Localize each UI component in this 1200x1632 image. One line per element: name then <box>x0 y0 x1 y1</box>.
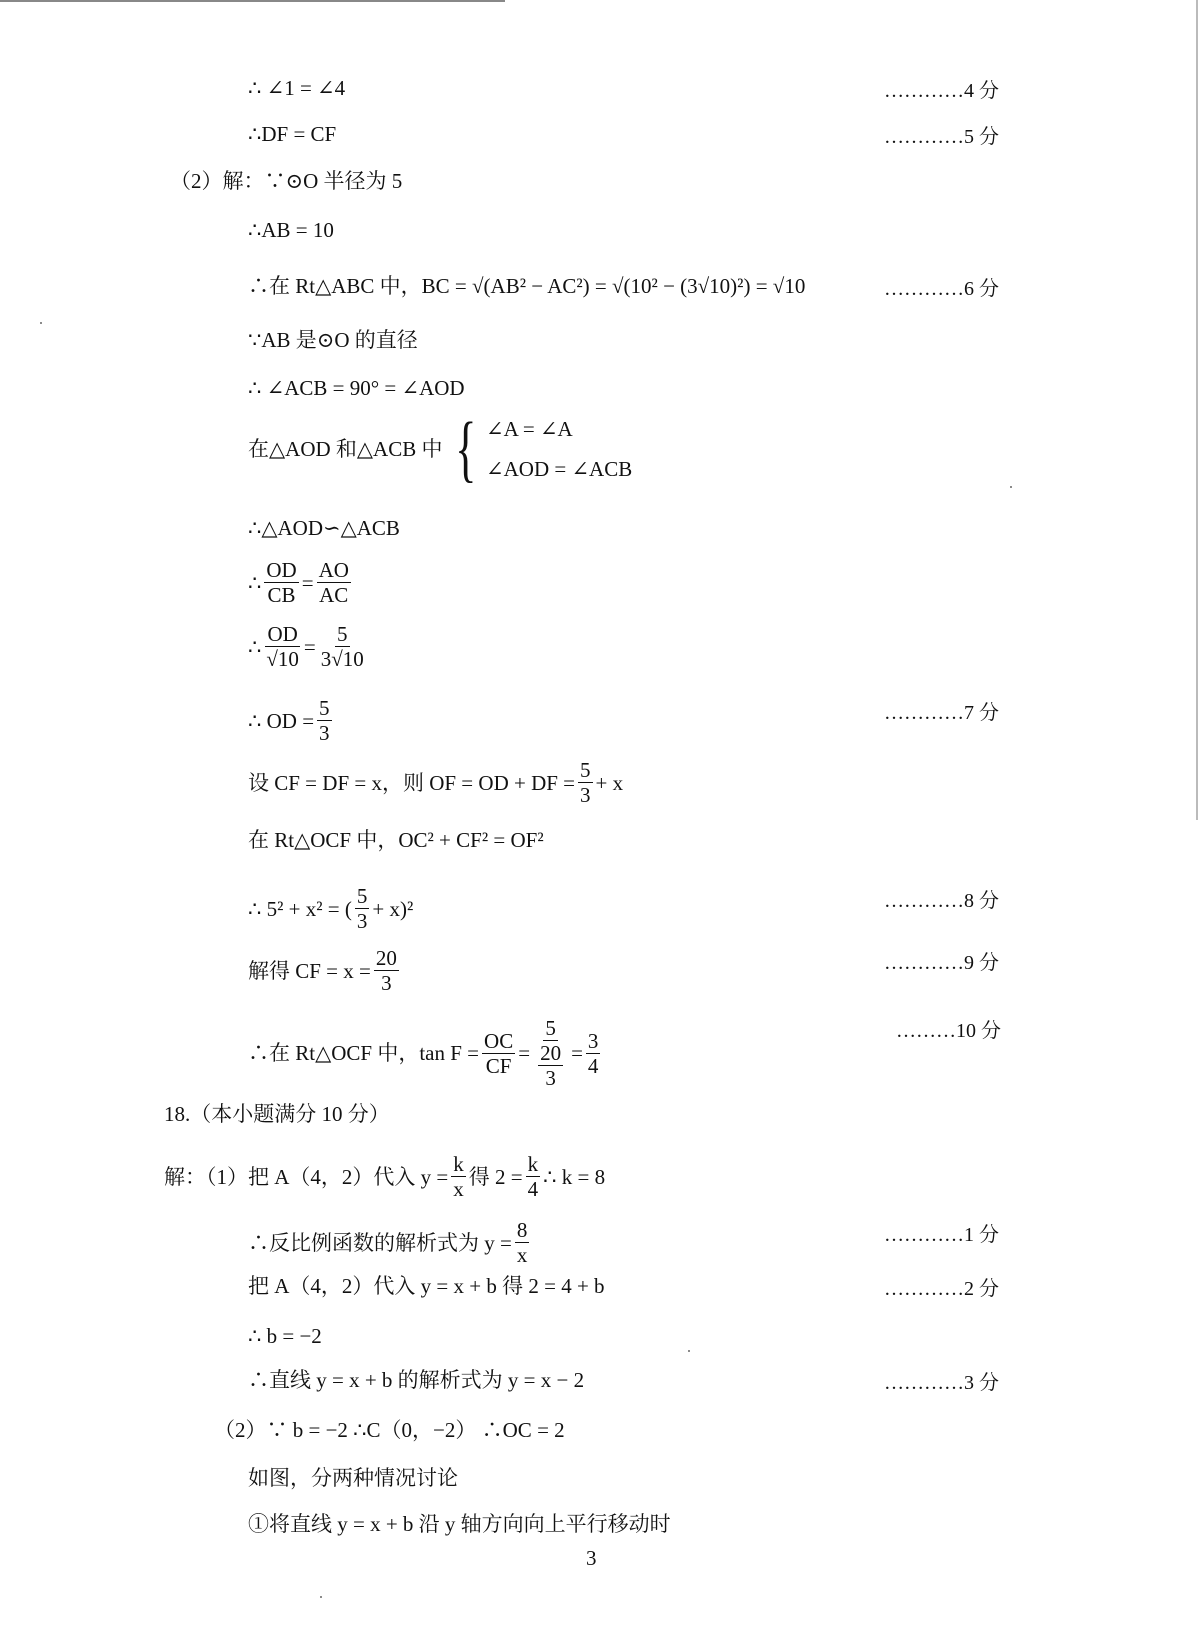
denominator: √10 <box>266 647 299 672</box>
score-q2: …………2 分 <box>884 1278 999 1300</box>
equals: = <box>303 634 316 659</box>
numerator: AO <box>318 558 349 582</box>
denominator: x <box>453 1177 464 1202</box>
equals: = <box>518 1041 531 1066</box>
numerator: 5 <box>337 622 348 646</box>
line-substitute-b: 把 A（4，2）代入 y = x + b 得 2 = 4 + b <box>248 1274 605 1298</box>
line-pythagoras: 在 Rt△OCF 中，OC² + CF² = OF² <box>248 828 544 852</box>
fraction <box>319 622 366 671</box>
denominator: 3 <box>545 1066 556 1091</box>
therefore-symbol: ∴ <box>248 570 262 595</box>
condition-brace <box>442 408 633 490</box>
fraction <box>355 884 370 933</box>
tan-label: ∴在 Rt△OCF 中，tan F = <box>248 1041 480 1066</box>
numerator: 5 <box>319 696 330 720</box>
numerator: 5 <box>545 1016 556 1040</box>
line-od <box>248 696 335 745</box>
denominator: 3√10 <box>320 647 364 672</box>
scan-speck <box>1010 486 1012 488</box>
line-tan <box>248 1016 603 1090</box>
scan-speck <box>688 1350 690 1352</box>
numerator: 8 <box>516 1218 528 1242</box>
denominator <box>533 1041 568 1090</box>
fraction <box>578 758 593 807</box>
solve-label: 解得 CF = x = <box>248 958 371 983</box>
therefore-symbol: ∴ <box>248 634 262 659</box>
numerator: 3 <box>587 1028 599 1053</box>
line-right-angle: ∴ ∠ACB = 90° = ∠AOD <box>248 376 465 400</box>
line-case-1: ①将直线 y = x + b 沿 y 轴方向向上平行移动时 <box>248 1512 671 1536</box>
denominator: x <box>516 1243 528 1268</box>
line-inverse-function <box>248 1218 532 1267</box>
fraction <box>586 1029 601 1078</box>
numerator: 20 <box>375 946 397 970</box>
brace-icon: { <box>455 408 477 490</box>
fraction <box>317 558 351 607</box>
score-10: ………10 分 <box>896 1020 1001 1042</box>
line-let-cf <box>248 758 623 807</box>
line-part2-oc: （2）∵ b = −2 ∴C（0，−2） ∴OC = 2 <box>214 1418 565 1442</box>
numerator: k <box>527 1152 539 1176</box>
fraction <box>451 1152 466 1201</box>
fraction <box>526 1152 541 1201</box>
proof-line-df-cf: ∴DF = CF <box>248 122 337 146</box>
scan-speck <box>320 1596 322 1598</box>
line-b-value: ∴ b = −2 <box>248 1324 322 1348</box>
line-triangles <box>248 408 633 490</box>
numerator: 5 <box>580 758 591 782</box>
fraction <box>264 558 298 607</box>
line-solve <box>248 946 402 995</box>
score-q3: …………3 分 <box>884 1372 999 1394</box>
denominator: AC <box>319 583 349 608</box>
denominator: 3 <box>381 971 392 996</box>
scan-artifact-right <box>1196 0 1198 820</box>
equals: = <box>301 570 314 595</box>
line-ab: ∴AB = 10 <box>248 218 334 242</box>
score-7: …………7 分 <box>884 702 999 724</box>
score-5: …………5 分 <box>884 126 999 148</box>
condition-1: ∠A = ∠A <box>486 417 573 441</box>
numerator: 20 <box>540 1041 562 1066</box>
score-4: …………4 分 <box>884 80 999 102</box>
denominator: 4 <box>527 1177 539 1202</box>
equation-left: ∴ 5² + x² = ( <box>248 896 352 921</box>
compound-fraction <box>533 1016 568 1090</box>
score-8: …………8 分 <box>884 890 999 912</box>
scan-artifact-top <box>0 0 505 2</box>
line-linear-function: ∴直线 y = x + b 的解析式为 y = x − 2 <box>248 1368 585 1392</box>
condition-2: ∠AOD = ∠ACB <box>486 457 633 481</box>
gives-label: 得 2 = <box>468 1164 523 1189</box>
fraction <box>317 696 332 745</box>
scan-speck <box>40 322 42 324</box>
question-18-heading: 18.（本小题满分 10 分） <box>164 1102 390 1126</box>
substitute-label: 解：（1）把 A（4，2）代入 y = <box>164 1164 449 1189</box>
fraction <box>374 946 399 995</box>
od-label: ∴ OD = <box>248 708 315 733</box>
line-equation <box>248 884 413 933</box>
k-result: ∴ k = 8 <box>543 1164 606 1189</box>
numerator: k <box>453 1152 464 1176</box>
numerator: 5 <box>356 884 368 908</box>
denominator: 3 <box>580 783 591 808</box>
part2-heading: （2）解：∵⊙O 半径为 5 <box>170 169 403 193</box>
line-ratio-1 <box>248 558 354 607</box>
score-9: …………9 分 <box>884 952 999 974</box>
line-substitute-k <box>164 1152 605 1201</box>
numerator: OD <box>266 558 297 582</box>
inverse-label: ∴反比例函数的解析式为 y = <box>248 1230 512 1255</box>
triangles-label: 在△AOD 和△ACB 中 <box>248 437 443 461</box>
numerator: OC <box>484 1028 514 1053</box>
numerator: OD <box>267 622 298 646</box>
denominator: CF <box>485 1053 512 1078</box>
line-bc: ∴在 Rt△ABC 中，BC = √(AB² − AC²) = √(10² − (3√10)²) = √10 <box>248 274 806 298</box>
score-6: …………6 分 <box>884 278 999 300</box>
plus-x: + x <box>595 770 624 795</box>
score-q1: …………1 分 <box>884 1224 999 1246</box>
equation-right: + x)² <box>372 896 414 921</box>
inner-fraction <box>538 1041 563 1090</box>
page-number: 3 <box>586 1546 597 1570</box>
line-diameter: ∵AB 是⊙O 的直径 <box>248 328 418 352</box>
line-ratio-2 <box>248 622 369 671</box>
denominator: CB <box>267 583 296 608</box>
fraction <box>482 1029 515 1078</box>
denominator: 3 <box>356 909 368 934</box>
line-cases: 如图，分两种情况讨论 <box>248 1466 458 1490</box>
denominator: 4 <box>587 1053 599 1078</box>
denominator: 3 <box>319 721 330 746</box>
equals: = <box>571 1041 583 1066</box>
fraction <box>515 1218 530 1267</box>
line-similar: ∴△AOD∽△ACB <box>248 516 400 540</box>
proof-line-angle: ∴ ∠1 = ∠4 <box>248 76 346 100</box>
fraction <box>264 622 301 671</box>
let-label: 设 CF = DF = x，则 OF = OD + DF = <box>248 770 576 795</box>
